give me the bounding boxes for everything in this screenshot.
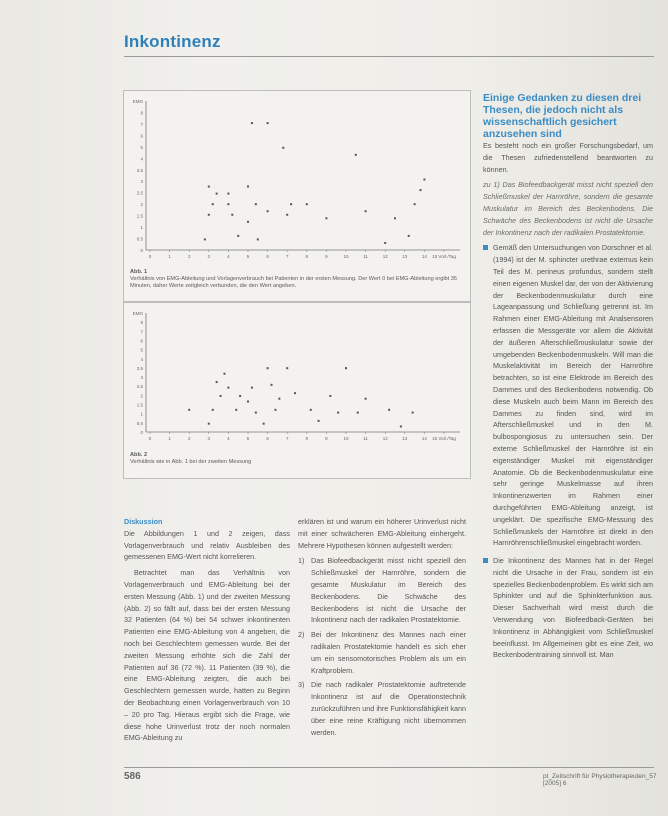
scatter-chart-2 xyxy=(124,303,470,448)
x-tick-label: 4 xyxy=(227,436,230,441)
page-number: 586 xyxy=(124,771,141,782)
data-point xyxy=(419,189,421,191)
data-point xyxy=(286,214,288,216)
data-point xyxy=(318,420,320,422)
x-tick-label: 6 xyxy=(266,436,269,441)
x-tick-label: 7 xyxy=(285,436,289,441)
x-tick-label: 12 xyxy=(382,254,388,259)
data-point xyxy=(267,122,269,124)
data-point xyxy=(227,203,229,205)
figure-2-label: Abb. 2 xyxy=(130,452,148,458)
y-tick-label: 1.5 xyxy=(136,402,143,408)
sidebar-column xyxy=(483,140,653,667)
y-tick-label: 6 xyxy=(140,338,143,344)
y-tick-label: 6 xyxy=(140,133,143,139)
x-tick-label: 14 xyxy=(421,254,427,259)
y-tick-label: 1.5 xyxy=(136,213,143,219)
x-tick-label: 1 xyxy=(168,254,171,259)
sidebar-bullet-2-text: Die Inkontinenz des Mannes hat in der Regel nicht die Ursache in der Frau, sondern ist ein spezielles Beckenbodenproblem. Es wirkt sich am Sphinkter und auf die Sphinkterfunktion aus. Dieser Sachverhalt wird meist durch die Verwendung von Biofeedback-Geräten bei Inkontinenz in Abhängigkeit vom Schließmuskel beeinflusst. Im Allgemeinen gibt es eine Zeit, wo Beckenbodentraining sinnvoll ist. Man xyxy=(493,556,653,660)
sidebar-bullet-2 xyxy=(483,555,653,661)
data-point xyxy=(355,154,357,156)
figure-2 xyxy=(123,302,471,479)
data-point xyxy=(263,423,265,425)
data-point xyxy=(423,179,425,181)
y-tick-label: 2.5 xyxy=(136,190,143,196)
discussion-paragraph-3: erklären ist und warum ein höherer Urinverlust nicht mit einer schwächeren EMG-Ableitung einhergeht. Mehrere Hypothesen können aufgestellt werden: xyxy=(298,517,466,550)
hypothesis-number: 3) xyxy=(298,680,305,690)
x-tick-label: 7 xyxy=(285,254,289,259)
figure-1-label: Abb. 1 xyxy=(130,269,148,275)
data-point xyxy=(306,203,308,205)
sidebar-intro: Es besteht noch ein großer Forschungsbedarf, um die Thesen zufriedenstellend beantworten zu können. xyxy=(483,141,653,174)
data-point xyxy=(278,398,280,400)
data-point xyxy=(412,412,414,414)
hypothesis-item xyxy=(298,629,466,676)
data-point xyxy=(388,409,390,411)
data-point xyxy=(231,214,233,216)
figure-1-caption-text: Verhältnis von EMG-Ableitung und Vorlagenverbrauch bei Patienten in der ersten Messung. Der Wert 0 bei EMG-Ableitung ergibt 35 Minuten, daher Werte zeitgleich verbunden, die den Wert angeben. xyxy=(130,276,458,289)
data-point xyxy=(257,238,259,240)
y-tick-label: 8 xyxy=(140,110,143,116)
data-point xyxy=(239,395,241,397)
data-point xyxy=(227,193,229,195)
x-tick-label: 0 xyxy=(148,254,152,259)
x-tick-label: 13 xyxy=(402,436,408,441)
y-tick-label: EMG xyxy=(132,311,143,316)
y-tick-label: 5 xyxy=(140,347,143,353)
section-title: Inkontinenz xyxy=(124,32,221,51)
sidebar-bullet-1 xyxy=(483,242,653,549)
data-point xyxy=(208,423,210,425)
y-tick-label: 8 xyxy=(140,320,143,326)
data-point xyxy=(267,367,269,369)
x-tick-label: 10 xyxy=(343,436,349,441)
x-tick-label: 12 xyxy=(382,436,388,441)
x-tick-label: 5 xyxy=(246,436,250,441)
y-tick-label: 3.5 xyxy=(136,365,143,371)
data-point xyxy=(282,147,284,149)
y-tick-label: 3 xyxy=(140,179,143,185)
hypothesis-text: Die nach radikaler Prostatektomie auftretende Inkontinenz ist auf die Operationstechnik zurückzuführen und ihre Funktionsfähigkeit kann über eine reine Kräftigung nicht übernommen werden. xyxy=(311,680,466,737)
y-tick-label: EMG xyxy=(132,99,143,104)
x-tick-label: 9 xyxy=(325,254,328,259)
x-tick-label: 1 xyxy=(168,436,171,441)
data-point xyxy=(237,235,239,237)
y-tick-label: 5 xyxy=(140,144,143,150)
x-tick-label: 11 xyxy=(363,436,368,441)
y-tick-label: 0 xyxy=(140,248,143,253)
data-point xyxy=(212,409,214,411)
figure-1-caption xyxy=(130,269,460,290)
y-tick-label: 4 xyxy=(140,156,143,162)
x-tick-label: 5 xyxy=(246,254,250,259)
x-tick-label: 8 xyxy=(305,254,309,259)
hypothesis-number: 1) xyxy=(298,556,305,566)
discussion-column-2 xyxy=(298,516,466,741)
data-point xyxy=(400,425,402,427)
figure-2-caption xyxy=(130,452,460,466)
x-tick-label: 2 xyxy=(187,436,191,441)
data-point xyxy=(251,387,253,389)
data-point xyxy=(345,367,347,369)
data-point xyxy=(216,193,218,195)
data-point xyxy=(365,398,367,400)
discussion-heading: Diskussion xyxy=(124,517,163,526)
data-point xyxy=(329,395,331,397)
figure-2-caption-text: Verhältnis wie in Abb. 1 bei der zweiten Messung xyxy=(130,459,252,465)
data-point xyxy=(188,409,190,411)
x-tick-label: 4 xyxy=(227,254,230,259)
data-point xyxy=(251,122,253,124)
data-point xyxy=(290,203,292,205)
x-tick-label: 3 xyxy=(207,254,211,259)
sidebar-bullet-1-text: Gemäß den Untersuchungen von Dorschner et al. (1994) ist der M. sphincter urethrae externus kein Teil des M. perineus profundus, sondern stellt einen eigenen Muskel dar, der von der Aktivierung der Beckenbodenmuskulatur durch eine Lageanpassung und Schließung getrennt ist. Im Rahmen einer EMG-Ableitung mit Analsensoren erfassen die Messgeräte vor allem die Aktivität der äußeren Afterschließmuskulatur sowie der umgebenden Beckenbodenmuskeln. Will man die Muskelaktivität im Bereich der Harnröhre betrachten, so ist eine Elektrode im Bereich des Dammes und des Beckenbodens notwendig. Ob diese Muskeln auch beim Mann im Bereich des Dammes zu finden sind, wird im Afterschließmuskel und in den M. bulbospongiosus zu untersuchen sein. Der externe Schließmuskel der Harnröhre ist ein eigenständiger Muskel mit eigenständiger Anatomie. Ob die Beckenbodenmuskulatur eine sehr geringe Muskelmasse auf ihren Inkontinenzwerten im Rahmen einer durchgeführten EMG-Ableitung anzeigt, ist ungeklärt. Die spezifische EMG-Messung des Schließmuskels der Harnröhre ist direkt in den Harnröhrenschließmuskel eingebracht worden. xyxy=(493,243,653,548)
figure-1 xyxy=(123,90,471,302)
data-point xyxy=(414,203,416,205)
scatter-chart-1 xyxy=(124,91,470,266)
data-point xyxy=(223,373,225,375)
data-point xyxy=(394,217,396,219)
hypothesis-text: Das Biofeedbackgerät misst nicht speziell den Schließmuskel der Harnröhre, sondern die gesamte Muskulatur im Bereich des Beckenbodens. Die Schwäche des Beckenbodens ist nicht die Ursache der Inkontinenz nach der radikalen Prostatektomie. xyxy=(311,556,466,625)
data-point xyxy=(247,186,249,188)
discussion-paragraph-2: Betrachtet man das Verhältnis von Vorlagenverbrauch und EMG-Ableitung bei der ersten Messung (Abb. 1) und der zweiten Messung (Abb. 2) so fällt auf, dass bei der ersten Messung 32 Patienten (64 %) bei 54 schwer inkontinenten Patienten eine EMG-Ableitung von 4 angeben, die noch bei Geschlechtern gemessen wurde. Bei der zweiten Messung erhöhte sich die Zahl der Patienten auf 36 (72 %). 11 Patienten (39 %), die eine EMG-Ableitung zeigten, die auch bei Geschlechtern gemessen wurde, hatten zu Beginn der Beobachtung einen Vorlagenverbrauch von 10 – 20 pro Tag. Hieraus ergibt sich die Frage, wie diese hohe Urinverlust trotz der noch normalen EMG-Ableitung zu xyxy=(124,568,290,743)
data-point xyxy=(204,238,206,240)
y-tick-label: 0.5 xyxy=(136,236,143,242)
x-tick-label: 10 xyxy=(343,254,349,259)
bullet-square-icon xyxy=(483,558,488,563)
x-tick-label: 6 xyxy=(266,254,269,259)
x-tick-label: 14 xyxy=(421,436,427,441)
x-tick-label: 15 Vorl./Tag xyxy=(432,254,456,259)
data-point xyxy=(408,235,410,237)
data-point xyxy=(310,409,312,411)
data-point xyxy=(208,214,210,216)
data-point xyxy=(271,384,273,386)
y-tick-label: 1 xyxy=(140,225,143,231)
y-tick-label: 4 xyxy=(140,356,143,362)
y-tick-label: 2 xyxy=(140,202,143,208)
y-tick-label: 7 xyxy=(140,121,143,127)
footer-divider xyxy=(124,767,654,768)
discussion-paragraph-1: Die Abbildungen 1 und 2 zeigen, dass Vorlagenverbrauch und relativ Ausbleiben des gemessenen EMG-Wert nicht korrelieren. xyxy=(124,528,290,562)
data-point xyxy=(365,210,367,212)
data-point xyxy=(384,242,386,244)
data-point xyxy=(247,400,249,402)
data-point xyxy=(337,412,339,414)
y-tick-label: 2.5 xyxy=(136,384,143,390)
x-tick-label: 8 xyxy=(305,436,309,441)
data-point xyxy=(235,409,237,411)
data-point xyxy=(212,203,214,205)
data-point xyxy=(255,203,257,205)
data-point xyxy=(357,412,359,414)
hypothesis-item xyxy=(298,555,466,626)
hypothesis-item xyxy=(298,679,466,738)
y-tick-label: 3.5 xyxy=(136,167,143,173)
x-tick-label: 3 xyxy=(207,436,211,441)
hypothesis-text: Bei der Inkontinenz des Mannes nach einer radikalen Prostatektomie handelt es sich eher um ein sensomotorisches Problem als um ein Kraftproblem. xyxy=(311,630,466,675)
x-tick-label: 11 xyxy=(363,254,368,259)
x-tick-label: 15 Vorl./Tag xyxy=(432,436,456,441)
header-divider xyxy=(124,56,654,57)
bullet-square-icon xyxy=(483,245,488,250)
data-point xyxy=(208,186,210,188)
data-point xyxy=(286,367,288,369)
x-tick-label: 9 xyxy=(325,436,328,441)
y-tick-label: 0 xyxy=(140,430,143,435)
hypothesis-number: 2) xyxy=(298,630,305,640)
journal-reference: pt_Zeitschrift für Physiotherapeuten_57 [2005] 6 xyxy=(543,773,657,787)
data-point xyxy=(255,412,257,414)
data-point xyxy=(227,387,229,389)
data-point xyxy=(267,210,269,212)
data-point xyxy=(216,381,218,383)
data-point xyxy=(274,409,276,411)
sidebar-thesis-1: zu 1) Das Biofeedbackgerät misst nicht speziell den Schließmuskel der Harnröhre, sondern die gesamte Muskulatur im Bereich des Beckenbodens. Die Schwäche des Beckenbodens ist nicht die Ursache der Inkontinenz nach der radikalen Prostatektomie. xyxy=(483,180,653,237)
discussion-column-1 xyxy=(124,516,290,748)
sidebar-title: Einige Gedanken zu diesen drei Thesen, die jedoch nicht als wissenschaftlich gesichert anzusehen sind xyxy=(483,92,642,140)
y-tick-label: 7 xyxy=(140,329,143,335)
x-tick-label: 13 xyxy=(402,254,408,259)
data-point xyxy=(247,221,249,223)
x-tick-label: 2 xyxy=(187,254,191,259)
y-tick-label: 2 xyxy=(140,393,143,399)
data-point xyxy=(294,392,296,394)
x-tick-label: 0 xyxy=(148,436,152,441)
data-point xyxy=(220,395,222,397)
y-tick-label: 3 xyxy=(140,375,143,381)
data-point xyxy=(325,217,327,219)
y-tick-label: 1 xyxy=(140,411,143,417)
y-tick-label: 0.5 xyxy=(136,420,143,426)
